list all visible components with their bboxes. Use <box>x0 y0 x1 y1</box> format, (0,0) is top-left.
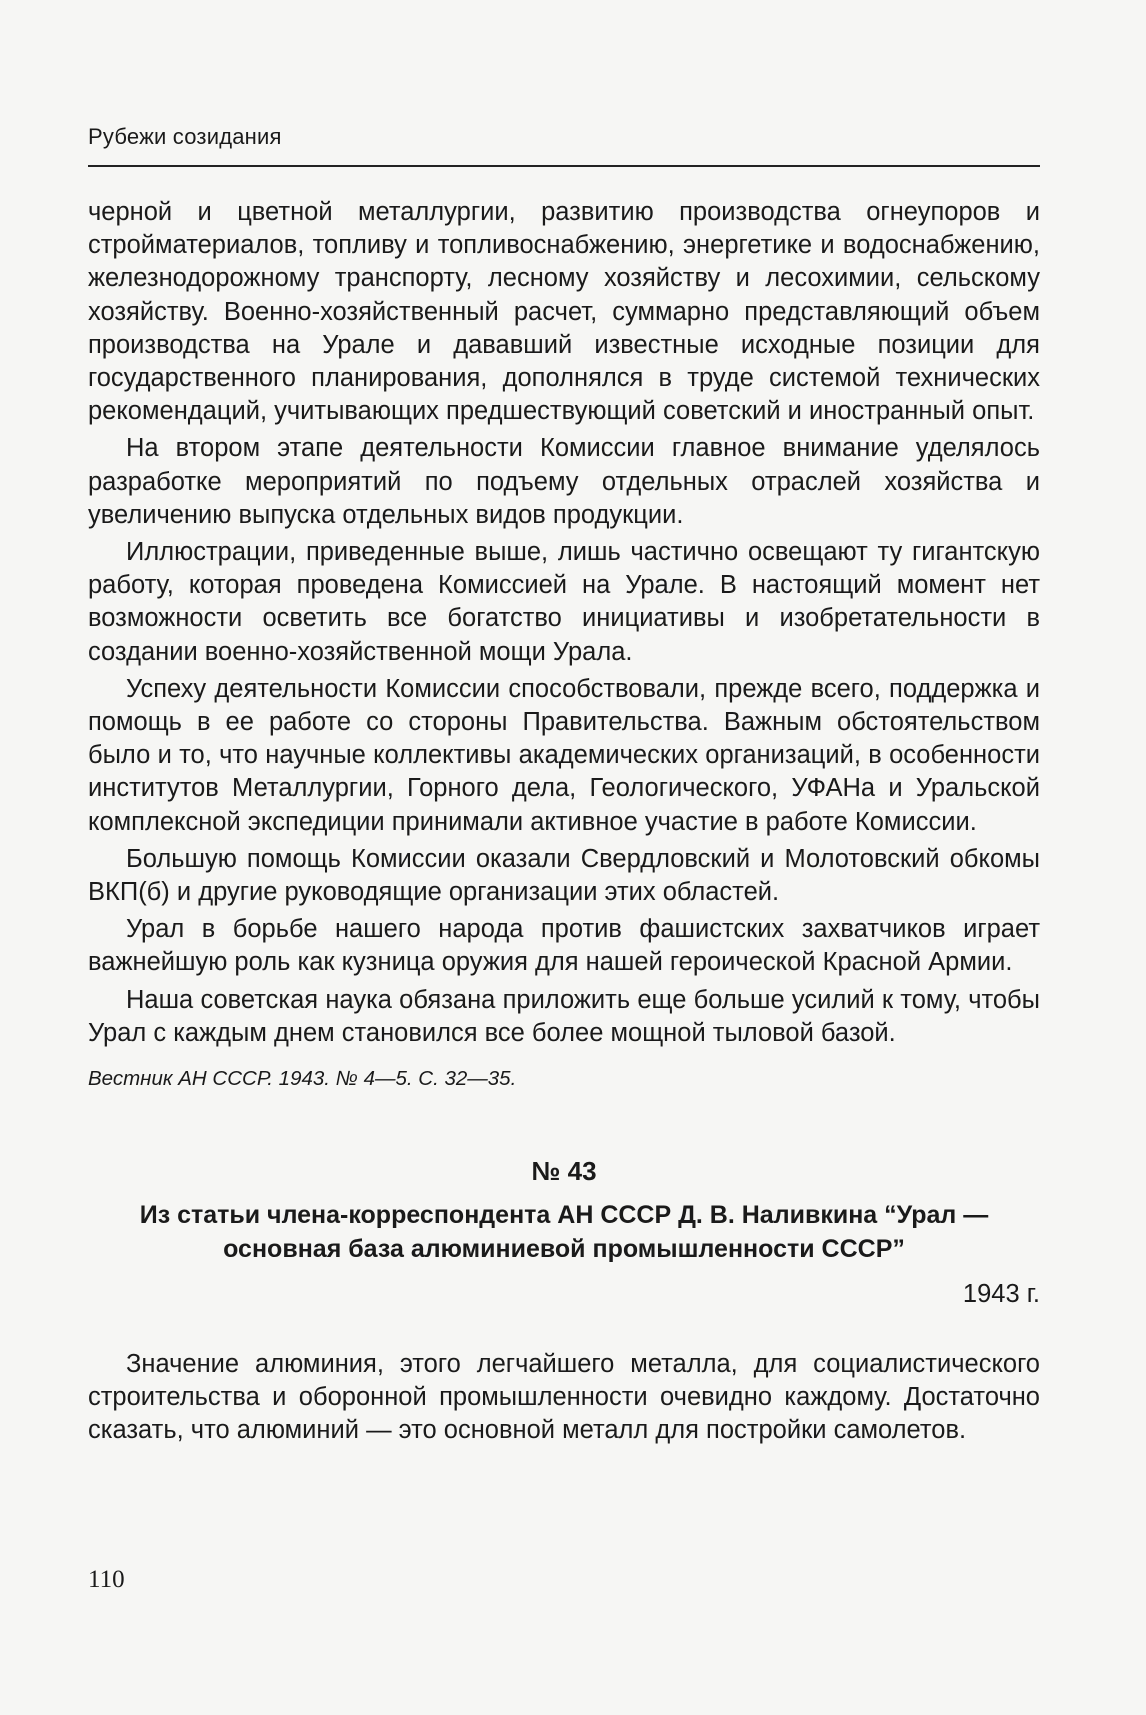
running-head: Рубежи созидания <box>88 124 282 149</box>
paragraph: На втором этапе деятельности Комиссии главное внимание уделялось разработке мероприятий по подъему отдельных отраслей хозяйства и увеличению выпуска отдельных видов продукции. <box>88 434 1040 529</box>
document-number: № 43 <box>531 1156 597 1187</box>
document-year: 1943 г. <box>962 1280 1040 1309</box>
page-number: 110 <box>88 1566 125 1593</box>
paragraph: Наша советская наука обязана приложить еще больше усилий к тому, чтобы Урал с каждым днем становился все более мощной тыловой базой. <box>88 985 1040 1047</box>
paragraph: Успеху деятельности Комиссии способствовали, прежде всего, поддержка и помощь в ее работе со стороны Правительства. Важным обстоятельством было и то, что научные коллективы академических организаций, в особенности институтов Металлургии, Горного дела, Геологического, УФАНа и Уральской комплексной экспедиции принимали активное участие в работе Комиссии. <box>88 674 1040 836</box>
paragraph: Значение алюминия, этого легчайшего металла, для социалистического строительства и оборонной промышленности очевидно каждому. Достаточно сказать, что алюминий — это основной металл для постройки самолетов. <box>88 1349 1040 1445</box>
paragraph: Иллюстрации, приведенные выше, лишь частично освещают ту гигантскую работу, которая проведена Комиссией на Урале. В настоящий момент нет возможности осветить все богатство инициативы и изобретательности в создании военно-хозяйственной мощи Урала. <box>88 538 1040 666</box>
source-citation: Вестник АН СССР. 1943. № 4—5. С. 32—35. <box>88 1067 517 1091</box>
document-title: Из статьи члена-корреспондента АН СССР Д. В. Наливкина “Урал — основная база алюминиевой промышленности СССР” <box>139 1201 989 1264</box>
paragraph: Урал в борьбе нашего народа против фашистских захватчиков играет важнейшую роль как кузница оружия для нашей героической Красной Армии. <box>88 915 1040 977</box>
body-text <box>88 196 1040 1451</box>
header-rule <box>88 165 1040 167</box>
book-page <box>88 0 1040 1715</box>
paragraph: черной и цветной металлургии, развитию производства огнеупоров и стройматериалов, топливу и топливоснабжению, энергетике и водоснабжению, железнодорожному транспорту, лесному хозяйству и лесохимии, сельскому хозяйству. Военно-хозяйственный расчет, суммарно представляющий объем производства на Урале и дававший известные исходные позиции для государственного планирования, дополнялся в труде системой технических рекомендаций, учитывающих предшествующий советский и иностранный опыт. <box>88 198 1040 426</box>
paragraph: Большую помощь Комиссии оказали Свердловский и Молотовский обкомы ВКП(б) и другие руководящие организации этих областей. <box>88 844 1040 907</box>
